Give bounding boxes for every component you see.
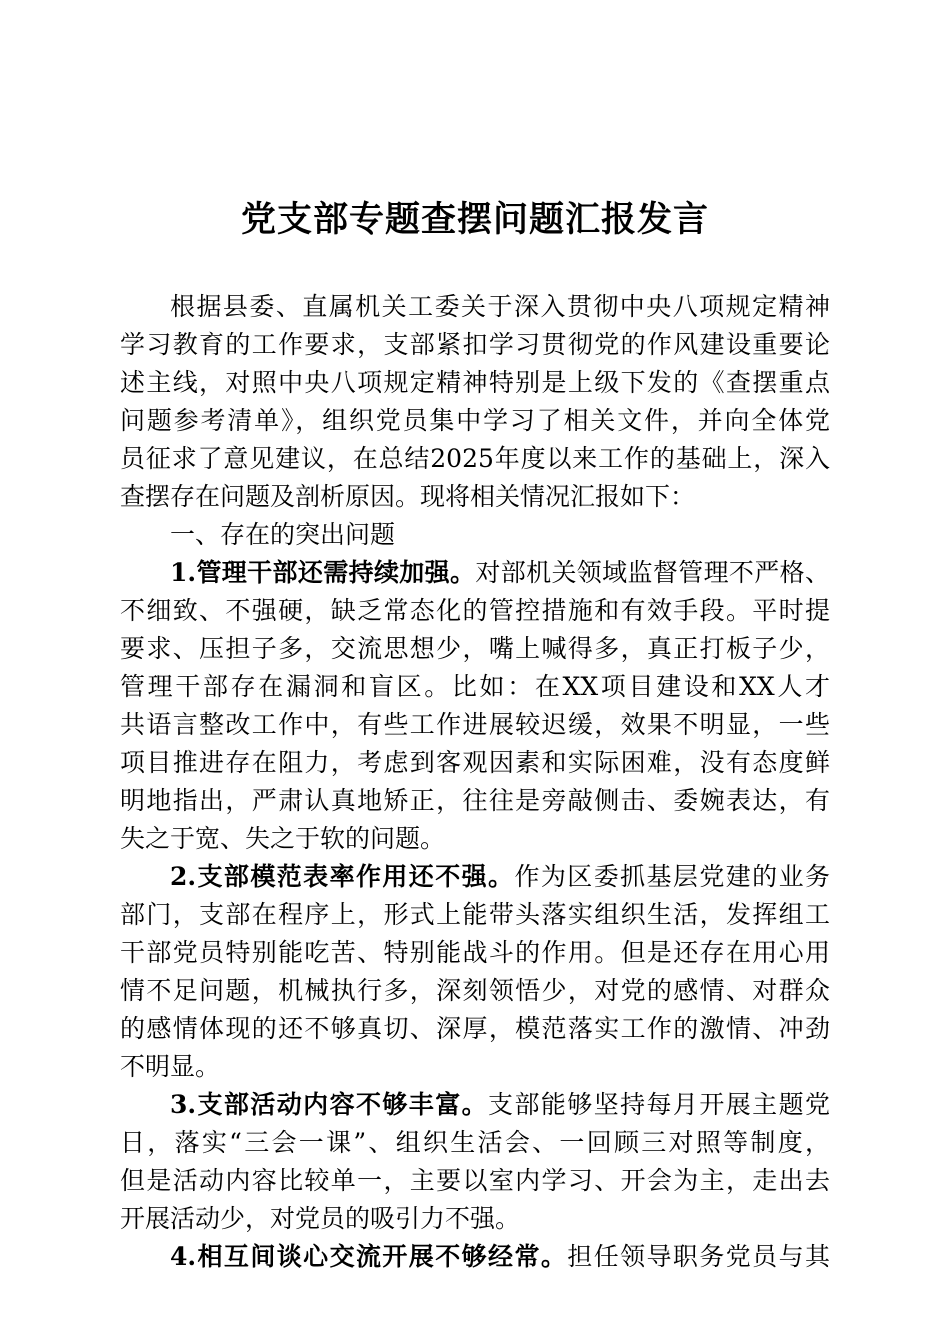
item-1-line: 管理干部存在漏洞和盲区。比如：在XX项目建设和XX人才: [120, 672, 830, 701]
intro-line: 根据县委、直属机关工委关于深入贯彻中央八项规定精神: [170, 292, 830, 321]
item-1-line: 失之于宽、失之于软的问题。: [120, 824, 446, 853]
item-2-text: 作为区委抓基层党建的业务: [514, 862, 830, 891]
item-4-heading: 4.相互间谈心交流开展不够经常。: [170, 1242, 568, 1271]
intro-line: 员征求了意见建议，在总结2025年度以来工作的基础上，深入: [120, 444, 830, 473]
item-1-line: 明地指出，严肃认真地矫正，往往是旁敲侧击、委婉表达，有: [120, 786, 830, 815]
item-2-line: 干部党员特别能吃苦、特别能战斗的作用。但是还存在用心用: [120, 938, 830, 967]
section-heading: 一、存在的突出问题: [170, 520, 396, 549]
intro-line: 述主线，对照中央八项规定精神特别是上级下发的《查摆重点: [120, 368, 830, 397]
item-1-line: 要求、压担子多，交流思想少，嘴上喊得多，真正打板子少，: [120, 634, 830, 663]
item-2-line: 不明显。: [120, 1052, 221, 1081]
item-1-line: 共语言整改工作中，有些工作进展较迟缓，效果不明显，一些: [120, 710, 830, 739]
item-3-line: 日，落实“三会一课”、组织生活会、一回顾三对照等制度，: [120, 1128, 830, 1157]
item-4-first-line: [120, 1238, 830, 1276]
item-2-line: 的感情体现的还不够真切、深厚，模范落实工作的激情、冲劲: [120, 1014, 830, 1043]
intro-line: 查摆存在问题及剖析原因。现将相关情况汇报如下：: [120, 482, 696, 511]
document-title: 党支部专题查摆问题汇报发言: [240, 199, 709, 240]
item-2-heading: 2.支部模范表率作用还不强。: [170, 862, 515, 891]
document-body: [120, 288, 830, 1276]
item-3-line: 开展活动少，对党员的吸引力不强。: [120, 1204, 521, 1233]
item-1-heading: 1.管理干部还需持续加强。: [170, 558, 476, 587]
item-4-text: 担任领导职务党员与其: [567, 1242, 830, 1271]
item-2-first-line: [120, 858, 830, 896]
item-1-line: 项目推进存在阻力，考虑到客观因素和实际困难，没有态度鲜: [120, 748, 830, 777]
intro-line: 问题参考清单》，组织党员集中学习了相关文件，并向全体党: [120, 406, 830, 435]
item-2-line: 情不足问题，机械执行多，深刻领悟少，对党的感情、对群众: [120, 976, 830, 1005]
item-1-text: 对部机关领域监督管理不严格、: [475, 558, 830, 587]
item-3-text: 支部能够坚持每月开展主题党: [488, 1090, 830, 1119]
item-3-heading: 3.支部活动内容不够丰富。: [170, 1090, 489, 1119]
item-1-line: 不细致、不强硬，缺乏常态化的管控措施和有效手段。平时提: [120, 596, 830, 625]
item-1-first-line: [120, 554, 830, 592]
item-3-line: 但是活动内容比较单一，主要以室内学习、开会为主，走出去: [120, 1166, 830, 1195]
item-2-line: 部门，支部在程序上，形式上能带头落实组织生活，发挥组工: [120, 900, 830, 929]
item-3-first-line: [120, 1086, 830, 1124]
intro-line: 学习教育的工作要求，支部紧扣学习贯彻党的作风建设重要论: [120, 330, 830, 359]
